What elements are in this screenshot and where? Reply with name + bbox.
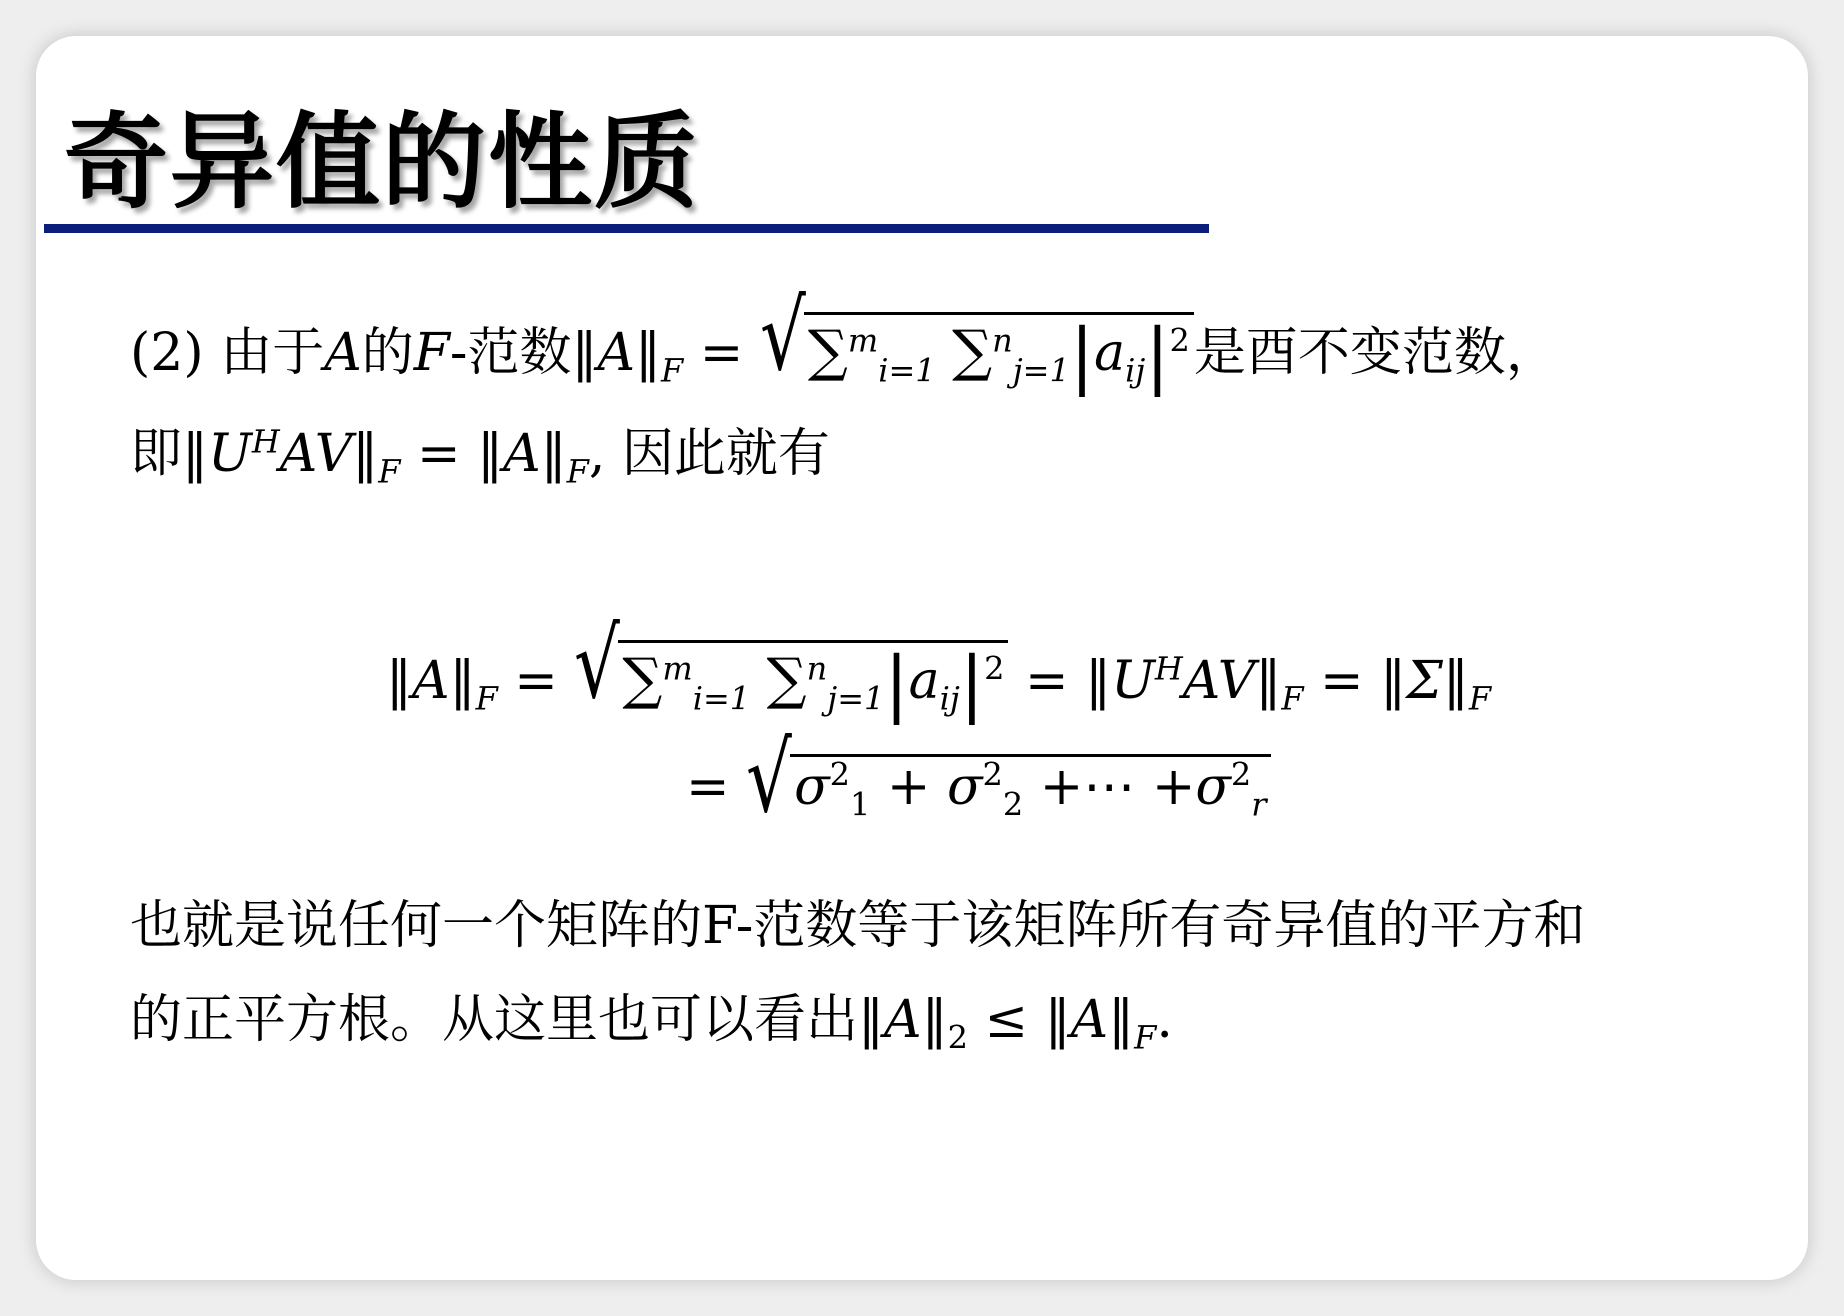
paragraph-conclusion-line-1: 也就是说任何一个矩阵的F-范数等于该矩阵所有奇异值的平方和 [130,896,1586,956]
title-underline [44,224,1209,233]
formula-line-1: $‖A‖_F$ = √ ∑$^m_{i=1}$ $\sum^n_{j=1}|a_{ij}|^2$ = $‖U^HAV‖_F$ = $‖\Sigma‖_F$ [386,608,1492,725]
formula-line-2: = √ $\sigma^2_1 + \sigma^2_2$ +⋯ $+\sigma^2_r$ [686,754,1271,813]
sqrt-sum-expression-2: √ ∑$^m_{i=1}$ $\sum^n_{j=1}|a_{ij}|^2$ [574,640,1008,719]
page-title: 奇异值的性质 [64,101,701,223]
slide [36,36,1808,1280]
paragraph-unitary-invariance: 即$‖U^HAV‖_F$ = $‖A‖_F$, 因此就有 [130,422,830,491]
paragraph-conclusion-line-2: 的正平方根。从这里也可以看出$‖A‖_2$ ≤ $‖A‖_F$. [130,990,1173,1057]
sqrt-singular-values: √ $\sigma^2_1 + \sigma^2_2$ +⋯ $+\sigma^2_r$ [746,754,1270,813]
paragraph-frobenius-definition: (2) 由于A的F-范数$‖A‖_F$ = √ ∑$^m_{i=1}$ $\sum^n_{j=1}|a_{ij}|^2$是酉不变范数， [130,280,1558,397]
sqrt-sum-expression: √ ∑$^m_{i=1}$ $\sum^n_{j=1}|a_{ij}|^2$ [760,312,1194,391]
